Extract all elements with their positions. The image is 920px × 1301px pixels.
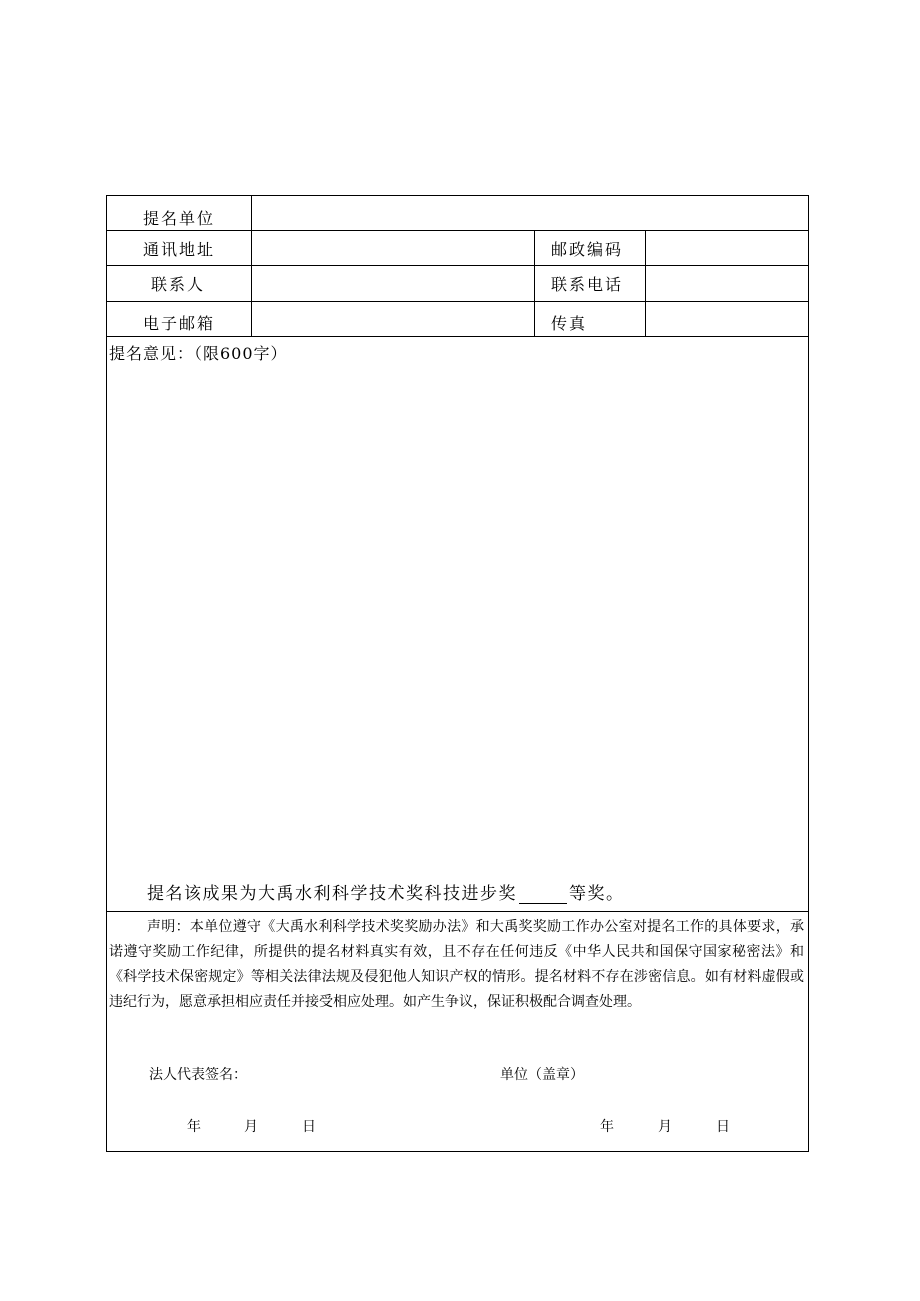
date-month-label: 月 — [658, 1119, 672, 1135]
award-grade-input[interactable] — [519, 885, 567, 904]
postcode-input[interactable] — [646, 231, 808, 265]
opinion-title: 提名意见：（限600字） — [109, 344, 288, 363]
phone-input[interactable] — [646, 266, 808, 301]
unit-seal-date — [600, 1116, 730, 1136]
declaration-text: 声明：本单位遵守《大禹水利科学技术奖奖励办法》和大禹奖奖励工作办公室对提名工作的具体要求，承诺遵守奖励工作纪律，所提供的提名材料真实有效，且不存在任何违反《中华人民共和国保守国家秘密法》和《科学技术保密规定》等相关法律法规及侵犯他人知识产权的情形。提名材料不存在涉密信息。如有材料虚假或违纪行为，愿意承担相应责任并接受相应处理。如产生争议，保证积极配合调查处理。 — [109, 919, 804, 1010]
nominating-unit-input[interactable] — [252, 196, 808, 230]
nominating-unit-label: 提名单位 — [107, 196, 252, 230]
phone-label: 联系电话 — [535, 266, 646, 301]
email-label: 电子邮箱 — [107, 302, 252, 336]
recommendation-suffix: 等奖。 — [569, 884, 625, 904]
postcode-label: 邮政编码 — [535, 231, 646, 265]
legal-rep-date — [187, 1116, 316, 1136]
legal-representative-signature-label: 法人代表签名： — [149, 1067, 247, 1083]
opinion-textarea[interactable] — [117, 369, 798, 871]
fax-label: 传真 — [535, 302, 646, 336]
address-label: 通讯地址 — [107, 231, 252, 265]
date-year-label: 年 — [187, 1119, 201, 1135]
address-input[interactable] — [252, 231, 535, 265]
date-day-label: 日 — [716, 1119, 730, 1135]
unit-seal-label: 单位（盖章） — [500, 1067, 584, 1083]
date-day-label: 日 — [302, 1119, 316, 1135]
recommendation-line — [147, 879, 625, 904]
contact-person-label: 联系人 — [107, 266, 252, 301]
opinion-section — [107, 337, 808, 912]
row-email — [107, 302, 808, 337]
row-nominating-unit — [107, 196, 808, 231]
row-address — [107, 231, 808, 266]
date-year-label: 年 — [600, 1119, 614, 1135]
nomination-form — [106, 195, 809, 1152]
date-month-label: 月 — [244, 1119, 258, 1135]
contact-person-input[interactable] — [252, 266, 535, 301]
row-contact — [107, 266, 808, 302]
recommendation-prefix: 提名该成果为大禹水利科学技术奖科技进步奖 — [147, 884, 517, 904]
email-input[interactable] — [252, 302, 535, 336]
fax-input[interactable] — [646, 302, 808, 336]
